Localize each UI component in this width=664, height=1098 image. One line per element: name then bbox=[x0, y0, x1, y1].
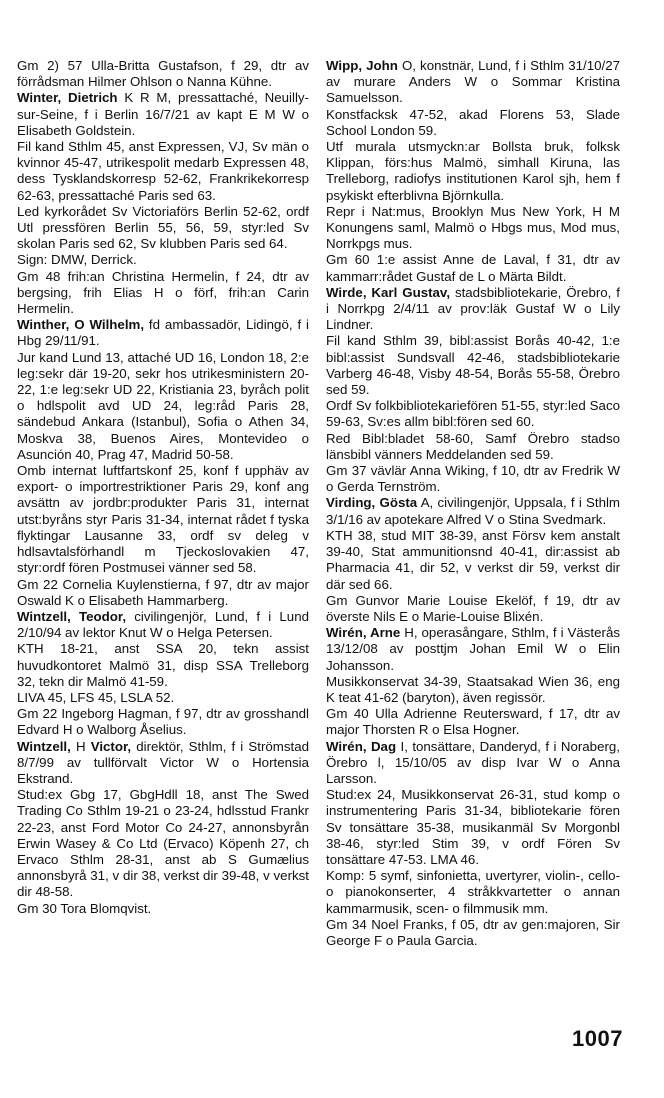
entry-heading-paragraph bbox=[326, 625, 620, 674]
entry-text: Sign: DMW, Derrick. bbox=[17, 252, 137, 268]
entry-text: H, operasångare, Sthlm, f i Västerås 13/12/08 av posttjm Johan Emil W o Elin Johansson. bbox=[326, 625, 620, 673]
entry-paragraph bbox=[17, 690, 309, 706]
entry-text: Ordf Sv folkbibliotekariefören 51-55, styr:led Saco 59-63, Sv:es allm bibl:fören sed 60. bbox=[326, 398, 620, 430]
entry-text: KTH 18-21, anst SSA 20, tekn assist huvudkontoret Malmö 31, disp SSA Trelleborg 32, tekn dir Malmö 41-59. bbox=[17, 641, 309, 689]
entry-text: Fil kand Sthlm 39, bibl:assist Borås 40-42, 1:e bibl:assist Sundsvall 42-46, stadsbibliotekarie Varberg 46-48, Visby 48-54, Borås 55-58, Örebro sed 59. bbox=[326, 333, 620, 398]
entry-paragraph bbox=[326, 252, 620, 284]
entry-text: Komp: 5 symf, sinfonietta, uvertyrer, violin-, cello- o pianokonserter, 4 stråkkvartetter o annan kammarmusik, scen- o filmmusik mm. bbox=[326, 868, 620, 916]
entry-paragraph bbox=[326, 107, 620, 139]
entry-text: Gm 37 vävlär Anna Wiking, f 10, dtr av Fredrik W o Gerda Ternström. bbox=[326, 463, 620, 495]
entry-paragraph bbox=[17, 252, 309, 268]
entry-paragraph bbox=[326, 398, 620, 430]
entry-paragraph bbox=[326, 333, 620, 398]
person-name: Virding, Gösta bbox=[326, 495, 418, 511]
entry-text: Gm 22 Cornelia Kuylenstierna, f 97, dtr av major Oswald K o Elisabeth Hammarberg. bbox=[17, 576, 309, 608]
entry-paragraph bbox=[326, 868, 620, 917]
page-number: 1007 bbox=[572, 1026, 623, 1051]
entry-paragraph bbox=[326, 528, 620, 593]
entry-text: Gm 30 Tora Blomqvist. bbox=[17, 900, 152, 916]
entry-paragraph bbox=[326, 917, 620, 949]
entry-text: Led kyrkorådet Sv Victoriaförs Berlin 52-62, ordf Utl pressfören Berlin 55, 56, 59, styr:led Sv skolan Paris sed 62, Sv klubben Paris sed 64. bbox=[17, 203, 309, 252]
entry-text: direktör, Sthlm, f i Strömstad 8/7/99 av tullförvalt Victor W o Hortensia Ekstrand. bbox=[17, 738, 309, 786]
entry-text: stadsbibliotekarie, Örebro, f i Norrkpg 2/4/11 av prov:läk Gustaf W o Lily Lindner. bbox=[326, 284, 620, 333]
entry-text: Musikkonservat 34-39, Staatsakad Wien 36, eng K teat 41-62 (baryton), även regissör. bbox=[326, 673, 620, 705]
entry-text: Jur kand Lund 13, attaché UD 16, London 18, 2:e leg:sekr där 19-20, sekr hos utrikesministern 20-22, 1:e leg:sekr UD 22, Kristiania 23, byråch polit o hdlspolit avd UD 24, leg:råd Paris 28, sändebud Ankara (Istanbul), Sofia o Athen 34, Moskva 38, Buenos Aires, Montevideo o Asunción 40, Prag 47, Madrid 50-58. bbox=[17, 349, 309, 462]
entry-paragraph bbox=[17, 577, 309, 609]
entry-text: Omb internat luftfartskonf 25, konf f upphäv av export- o importrestriktioner Paris 29, konf ang avsättn av jordbr:produkter Paris 31, internat utst:byråns styr Paris 31-34, internat rådet f tyska flyktingar Lausanne 33, ordf sv deleg v hdlsavtalsförhandl m Tjeckoslovakien 47, styr:ordf fören Postmusei vänner sed 58. bbox=[17, 463, 309, 576]
entry-text: K R M, pressattaché, Neuilly-sur-Seine, f i Berlin 16/7/21 av kapt E M W o Elisabeth Goldstein. bbox=[17, 90, 309, 138]
entry-text: O, konstnär, Lund, f i Sthlm 31/10/27 av murare Anders W o Sommar Kristina Samuelsson. bbox=[326, 58, 620, 106]
entry-paragraph bbox=[17, 269, 309, 318]
entry-paragraph bbox=[326, 139, 620, 204]
entry-text: civilingenjör, Lund, f i Lund 2/10/94 av lektor Knut W o Helga Petersen. bbox=[17, 608, 309, 641]
person-name: Wintzell, Teodor, bbox=[17, 608, 127, 624]
entry-paragraph bbox=[326, 431, 620, 463]
entry-paragraph bbox=[17, 350, 309, 463]
entry-text: I, tonsättare, Danderyd, f i Noraberg, Örebro l, 15/10/05 av disp Ivar W o Anna Larsson. bbox=[326, 738, 620, 786]
entry-paragraph bbox=[17, 641, 309, 690]
entry-text: Gm Gunvor Marie Louise Ekelöf, f 19, dtr av överste Nils E o Marie-Louise Blixén. bbox=[326, 592, 620, 624]
entry-paragraph bbox=[326, 204, 620, 253]
entry-text: KTH 38, stud MIT 38-39, anst Försv kem anstalt 39-40, Stat ammunitionsnd 40-41, dir:assist ab Pharmacia 41, dir 52, v verkst dir 59, verkst dir där sed 66. bbox=[326, 527, 620, 592]
entry-heading-paragraph bbox=[17, 739, 309, 788]
person-name: Wirén, Dag bbox=[326, 738, 397, 754]
person-name: Victor, bbox=[90, 738, 132, 754]
entry-heading-paragraph bbox=[17, 317, 309, 349]
entry-paragraph bbox=[17, 901, 309, 917]
right-column bbox=[326, 58, 620, 949]
entry-text: Gm 40 Ulla Adrienne Reutersward, f 17, dtr av major Thorsten R o Elsa Hogner. bbox=[326, 706, 620, 738]
entry-paragraph bbox=[17, 787, 309, 900]
entry-paragraph bbox=[17, 58, 309, 90]
entry-heading-paragraph bbox=[17, 609, 309, 641]
entry-text: Red Bibl:bladet 58-60, Samf Örebro stadso länsbibl vänners Meddelanden sed 59. bbox=[326, 430, 620, 462]
entry-paragraph bbox=[326, 463, 620, 495]
entry-text: A, civilingenjör, Uppsala, f i Sthlm 3/1/16 av apotekare Alfred V o Stina Svedmark. bbox=[326, 495, 620, 527]
entry-heading-paragraph bbox=[326, 58, 620, 107]
person-name: Winther, O Wilhelm, bbox=[17, 317, 145, 333]
person-name: Winter, Dietrich bbox=[17, 90, 118, 106]
left-column bbox=[17, 58, 309, 917]
entry-text: Konstfacksk 47-52, akad Florens 53, Slade School London 59. bbox=[326, 106, 620, 138]
entry-text: Repr i Nat:mus, Brooklyn Mus New York, H M Konungens saml, Malmö o Hbgs mus, Mod mus, Norrkpgs mus. bbox=[326, 203, 620, 252]
entry-paragraph bbox=[326, 674, 620, 706]
entry-heading-paragraph bbox=[326, 739, 620, 788]
entry-text: Gm 48 frih:an Christina Hermelin, f 24, dtr av bergsing, frih Elias H o förf, frih:an Carin Hermelin. bbox=[17, 268, 309, 317]
entry-paragraph bbox=[17, 139, 309, 204]
entry-text: Stud:ex 24, Musikkonservat 26-31, stud komp o instrumentering Paris 31-34, bibliotekarie fören Sv tonsättare 35-38, musikanmäl Sv Morgonbl 38-46, styr:led Stim 39, v ordf Fören Sv tonsättare 47-53. LMA 46. bbox=[326, 787, 620, 867]
person-name: Wintzell, bbox=[17, 738, 71, 754]
person-name: Wipp, John bbox=[326, 58, 398, 73]
entry-heading-paragraph bbox=[326, 285, 620, 334]
entry-paragraph bbox=[17, 706, 309, 738]
entry-text: Stud:ex Gbg 17, GbgHdll 18, anst The Swed Trading Co Sthlm 19-21 o 23-24, hdlsstud Frankr 22-23, anst Ford Motor Co 24-27, annonsbyrån Erwin Wasey & Co Ltd (Ervaco) Köpenh 27, ch Ervaco Sthlm 28-31, anst ab S Gumælius annonsbyrå 31, v dir 38, verkst dir 39-48, v verkst dir 48-58. bbox=[17, 787, 309, 900]
entry-text: Gm 34 Noel Franks, f 05, dtr av gen:majoren, Sir George F o Paula Garcia. bbox=[326, 916, 620, 948]
entry-paragraph bbox=[326, 706, 620, 738]
entry-text: Gm 2) 57 Ulla-Britta Gustafson, f 29, dtr av förrådsman Hilmer Ohlson o Nanna Kühne. bbox=[17, 58, 309, 90]
entry-paragraph bbox=[17, 204, 309, 253]
entry-heading-paragraph bbox=[17, 90, 309, 139]
entry-text: Fil kand Sthlm 45, anst Expressen, VJ, Sv män o kvinnor 45-47, utrikespolit medarb Expressen 48, dess Tysklandskorresp 52-62, Frankrikekorresp 62-63, pressattaché Paris sed 63. bbox=[17, 139, 309, 203]
entry-heading-paragraph bbox=[326, 495, 620, 527]
entry-text: LIVA 45, LFS 45, LSLA 52. bbox=[17, 689, 175, 705]
entry-paragraph bbox=[326, 787, 620, 868]
entry-text: fd ambassadör, Lidingö, f i Hbg 29/11/91. bbox=[17, 317, 309, 349]
person-name: Wirén, Arne bbox=[326, 625, 401, 641]
entry-paragraph bbox=[17, 463, 309, 576]
person-name: Wirde, Karl Gustav, bbox=[326, 284, 451, 300]
entry-text: Gm 60 1:e assist Anne de Laval, f 31, dtr av kammarr:rådet Gustaf de L o Märta Bildt. bbox=[326, 252, 620, 284]
entry-paragraph bbox=[326, 593, 620, 625]
entry-text: H bbox=[70, 738, 91, 754]
entry-text: Utf murala utsmyckn:ar Bollsta bruk, folksk Klippan, förs:hus Malmö, simhall Kiruna, las Trelleborg, radiofys institutionen Karol sjh, hem f psykiskt efterblivna Björnkulla. bbox=[326, 139, 620, 203]
entry-text: Gm 22 Ingeborg Hagman, f 97, dtr av grosshandl Edvard H o Walborg Åselius. bbox=[17, 706, 309, 738]
